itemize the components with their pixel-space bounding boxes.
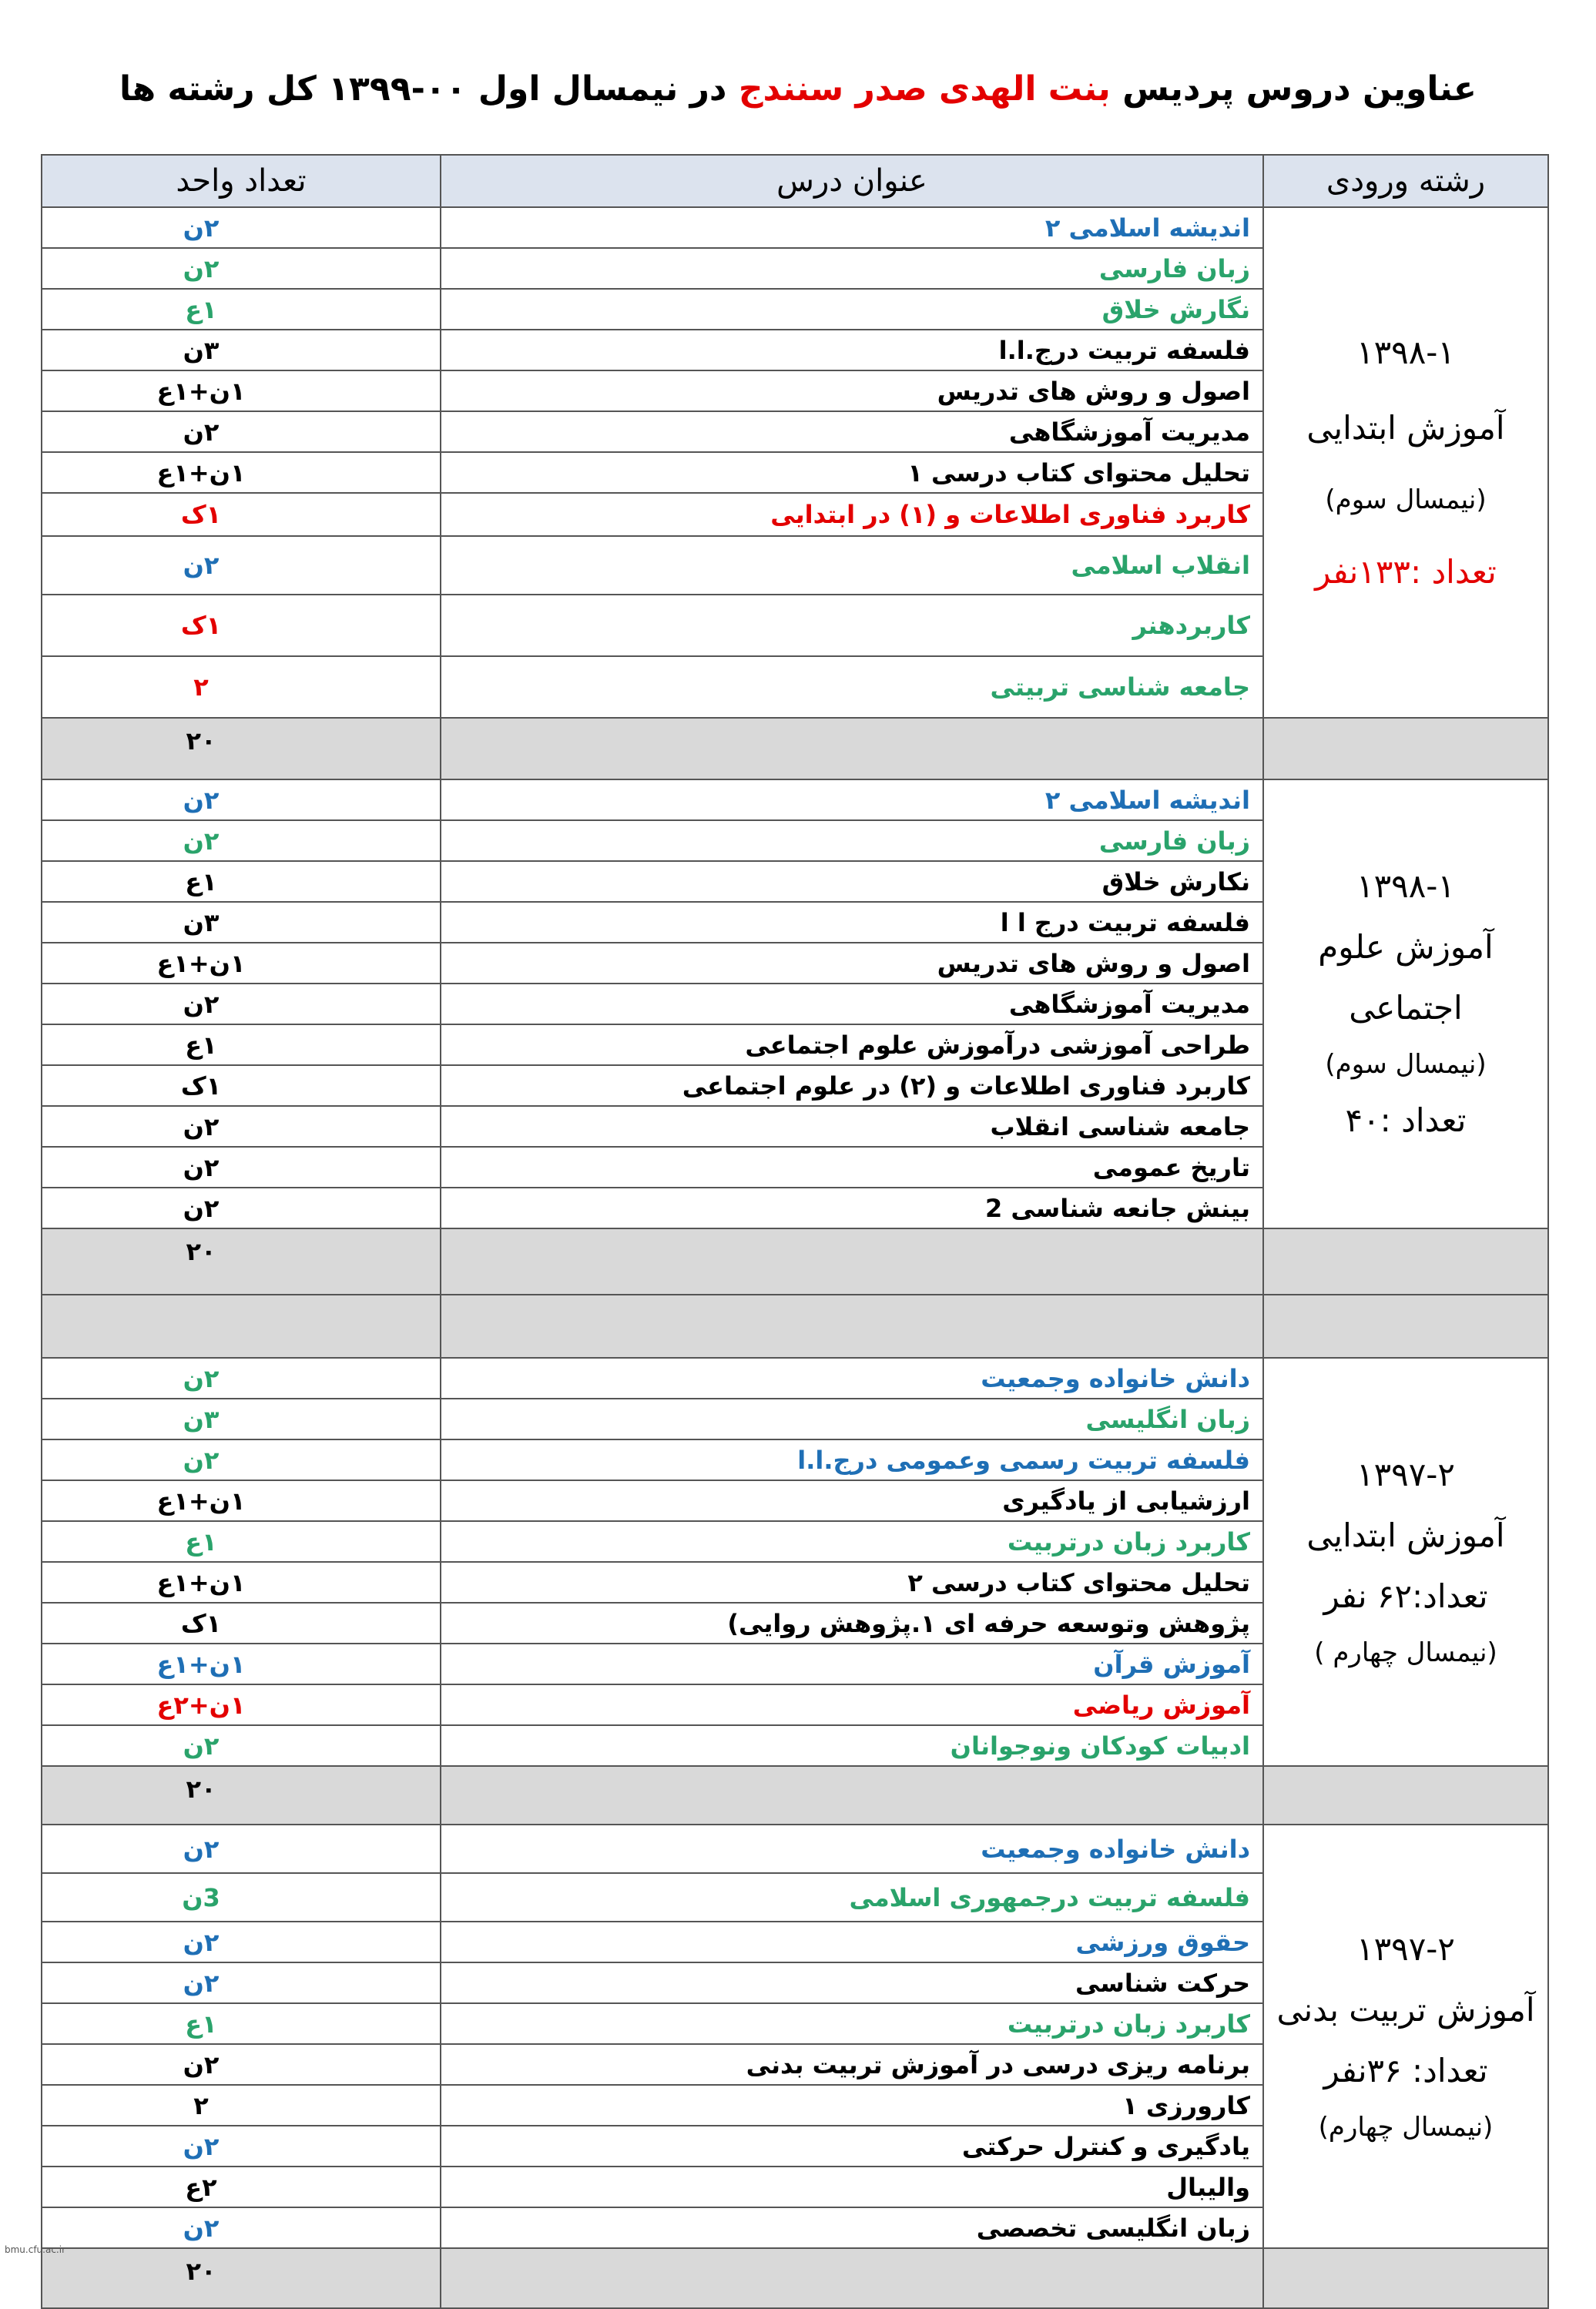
- table-row: [42, 1358, 1548, 1399]
- major-line: تعداد:۶۲ نفر: [1323, 1577, 1488, 1615]
- course-units: ۲ن: [42, 820, 441, 861]
- course-units: ۲ن: [42, 1825, 441, 1873]
- course-title: آموزش ریاضی: [441, 1684, 1263, 1725]
- major-line: آموزش علوم: [1318, 927, 1494, 966]
- course-units: ۱ع: [42, 2003, 441, 2044]
- total-blank: [441, 718, 1263, 779]
- table-row: [42, 1825, 1548, 1873]
- total-blank: [1263, 1228, 1548, 1295]
- table-row: [42, 779, 1548, 820]
- major-line: اجتماعی: [1349, 988, 1463, 1027]
- course-units: ۲ن: [42, 1962, 441, 2003]
- major-line: (نیمسال چهارم): [1318, 2111, 1494, 2143]
- course-units: ۱ن+۱ع: [42, 370, 441, 411]
- course-units: ۱ع: [42, 1024, 441, 1065]
- course-units: ۳ن: [42, 330, 441, 370]
- course-units: ۱ن+۲ع: [42, 1684, 441, 1725]
- course-units: ۱ک: [42, 1065, 441, 1106]
- course-title: کارورزی ۱: [441, 2085, 1263, 2126]
- major-cell: [1263, 207, 1548, 718]
- course-title: تحلیل محتوای کتاب درسی ۲: [441, 1562, 1263, 1603]
- course-title: تحلیل محتوای کتاب درسی ۱: [441, 452, 1263, 493]
- total-blank: [441, 1766, 1263, 1825]
- major-line: ۱۳۹۷-۲: [1356, 1456, 1455, 1494]
- course-title: زبان فارسی: [441, 248, 1263, 289]
- major-line: تعداد: ۳۶نفر: [1323, 2051, 1488, 2089]
- course-units: ۲ن: [42, 2126, 441, 2167]
- course-units: ۲ن: [42, 1439, 441, 1480]
- total-row: [42, 1228, 1548, 1295]
- course-units: ۱ع: [42, 289, 441, 330]
- major-line: ۱۳۹۷-۲: [1356, 1930, 1455, 1969]
- course-units: ۲ن: [42, 2207, 441, 2248]
- total-blank: [441, 2248, 1263, 2308]
- header-units: تعداد واحد: [42, 155, 441, 207]
- course-units: ۱ن+۱ع: [42, 1644, 441, 1684]
- course-title: مدیریت آموزشگاهی: [441, 411, 1263, 452]
- course-title: زبان انگلیسی تخصصی: [441, 2207, 1263, 2248]
- course-title: نگارش خلاق: [441, 289, 1263, 330]
- header-course: عنوان درس: [441, 155, 1263, 207]
- course-units: ۲ن: [42, 984, 441, 1024]
- title-suffix: در نیمسال اول ۰۰-۱۳۹۹ کل رشته ها: [119, 69, 727, 109]
- course-units: ۲ن: [42, 248, 441, 289]
- course-units: ۲ن: [42, 1188, 441, 1228]
- course-title: دانش خانواده وجمعیت: [441, 1358, 1263, 1399]
- total-row: [42, 718, 1548, 779]
- course-title: کاربرد فناوری اطلاعات و (۲) در علوم اجتماعی: [441, 1065, 1263, 1106]
- course-title: جامعه شناسی تربیتی: [441, 656, 1263, 718]
- course-units: ۱ک: [42, 1603, 441, 1644]
- course-units: ۱ک: [42, 595, 441, 656]
- course-title: یادگیری و کنترل حرکتی: [441, 2126, 1263, 2167]
- major-line: (نیمسال سوم): [1325, 1048, 1487, 1080]
- course-units: ۲ن: [42, 1106, 441, 1147]
- spacer-cell: [42, 1295, 441, 1358]
- course-title: نکارش خلاق: [441, 861, 1263, 902]
- course-title: زبان انگلیسی: [441, 1399, 1263, 1439]
- major-line: ۱۳۹۸-۱: [1356, 333, 1455, 371]
- course-units: ۲: [42, 2085, 441, 2126]
- major-line: آموزش ابتدایی: [1306, 409, 1505, 447]
- course-title: کاربردهنر: [441, 595, 1263, 656]
- course-title: ارزشیابی از یادگیری: [441, 1480, 1263, 1521]
- course-title: بینش جانعه شناسی 2: [441, 1188, 1263, 1228]
- course-units: ۲ن: [42, 536, 441, 595]
- course-units: ۲: [42, 656, 441, 718]
- courses-table: [41, 154, 1549, 2309]
- total-row: [42, 1766, 1548, 1825]
- course-title: زبان فارسی: [441, 820, 1263, 861]
- footer-logo: bmu.cfu.ac.ir: [5, 2244, 66, 2255]
- total-units: ۲۰: [42, 2248, 441, 2308]
- course-units: ۲ع: [42, 2167, 441, 2207]
- course-units: ۲ن: [42, 779, 441, 820]
- course-units: ۲ن: [42, 1358, 441, 1399]
- course-units: ۱ن+۱ع: [42, 452, 441, 493]
- major-line: آموزش ابتدایی: [1306, 1516, 1505, 1554]
- course-title: ادبیات کودکان ونوجوانان: [441, 1725, 1263, 1766]
- course-units: ۱ن+۱ع: [42, 1562, 441, 1603]
- total-units: ۲۰: [42, 718, 441, 779]
- total-blank: [441, 1228, 1263, 1295]
- spacer-cell: [441, 1295, 1263, 1358]
- course-title: کاربرد زبان درتربیت: [441, 1521, 1263, 1562]
- major-line: تعداد :۴۰: [1345, 1101, 1467, 1140]
- table-body: [42, 207, 1548, 2308]
- course-title: دانش خانواده وجمعیت: [441, 1825, 1263, 1873]
- major-cell: [1263, 779, 1548, 1228]
- course-title: کاربرد فناوری اطلاعات و (۱) در ابتدایی: [441, 493, 1263, 536]
- table-header-row: [42, 155, 1548, 207]
- header-major: رشته ورودی: [1263, 155, 1548, 207]
- course-units: ۲ن: [42, 207, 441, 248]
- course-units: ۱ن+۱ع: [42, 943, 441, 984]
- total-blank: [1263, 718, 1548, 779]
- course-title: انقلاب اسلامی: [441, 536, 1263, 595]
- spacer-row: [42, 1295, 1548, 1358]
- course-title: والیبال: [441, 2167, 1263, 2207]
- course-units: ۱ک: [42, 493, 441, 536]
- course-title: طراحی آموزشی درآموزش علوم اجتماعی: [441, 1024, 1263, 1065]
- course-units: ۲ن: [42, 1725, 441, 1766]
- course-units: ۲ن: [42, 411, 441, 452]
- page-title: [0, 69, 1596, 109]
- course-title: جامعه شناسی انقلاب: [441, 1106, 1263, 1147]
- course-units: ۲ن: [42, 1147, 441, 1188]
- course-units: ۲ن: [42, 1922, 441, 1962]
- major-line: تعداد :۱۳۳نفر: [1315, 552, 1497, 591]
- course-units: ۱ع: [42, 861, 441, 902]
- course-title: تاریخ عمومی: [441, 1147, 1263, 1188]
- title-prefix: عناوین دروس پردیس: [1122, 69, 1477, 109]
- major-line: (نیمسال سوم): [1325, 484, 1487, 516]
- course-units: ۱ع: [42, 1521, 441, 1562]
- total-row: [42, 2248, 1548, 2308]
- course-title: برنامه ریزی درسی در آموزش تربیت بدنی: [441, 2044, 1263, 2085]
- total-units: ۲۰: [42, 1228, 441, 1295]
- total-blank: [1263, 2248, 1548, 2308]
- course-units: ۱ن+۱ع: [42, 1480, 441, 1521]
- major-cell: [1263, 1825, 1548, 2248]
- course-title: آموزش قرآن: [441, 1644, 1263, 1684]
- course-title: اصول و روش های تدریس: [441, 370, 1263, 411]
- course-title: حرکت شناسی: [441, 1962, 1263, 2003]
- major-cell: [1263, 1358, 1548, 1766]
- course-units: ۲ن: [42, 2044, 441, 2085]
- total-units: ۲۰: [42, 1766, 441, 1825]
- total-blank: [1263, 1766, 1548, 1825]
- major-line: ۱۳۹۸-۱: [1356, 867, 1455, 906]
- course-units: 3ن: [42, 1873, 441, 1922]
- course-title: اندیشه اسلامی ۲: [441, 779, 1263, 820]
- spacer-cell: [1263, 1295, 1548, 1358]
- title-campus: بنت الهدی صدر سنندج: [738, 69, 1111, 109]
- course-units: ۳ن: [42, 902, 441, 943]
- major-line: آموزش تربیت بدنی: [1276, 1990, 1535, 2029]
- course-title: مدیریت آموزشگاهی: [441, 984, 1263, 1024]
- major-line: (نیمسال چهارم ): [1314, 1637, 1497, 1668]
- course-title: فلسفه تربیت درج.ا.ا: [441, 330, 1263, 370]
- course-units: ۳ن: [42, 1399, 441, 1439]
- course-title: حقوق ورزشی: [441, 1922, 1263, 1962]
- course-title: کاربرد زبان درتربیت: [441, 2003, 1263, 2044]
- course-title: فلسفه تربیت درج ا ا: [441, 902, 1263, 943]
- course-title: فلسفه تربیت درجمهوری اسلامی: [441, 1873, 1263, 1922]
- course-title: اصول و روش های تدریس: [441, 943, 1263, 984]
- course-title: پژوهش وتوسعه حرفه ای ۱.پژوهش روایی): [441, 1603, 1263, 1644]
- course-title: فلسفه تربیت رسمی وعمومی درج.ا.ا: [441, 1439, 1263, 1480]
- table-row: [42, 207, 1548, 248]
- course-title: اندیشه اسلامی ۲: [441, 207, 1263, 248]
